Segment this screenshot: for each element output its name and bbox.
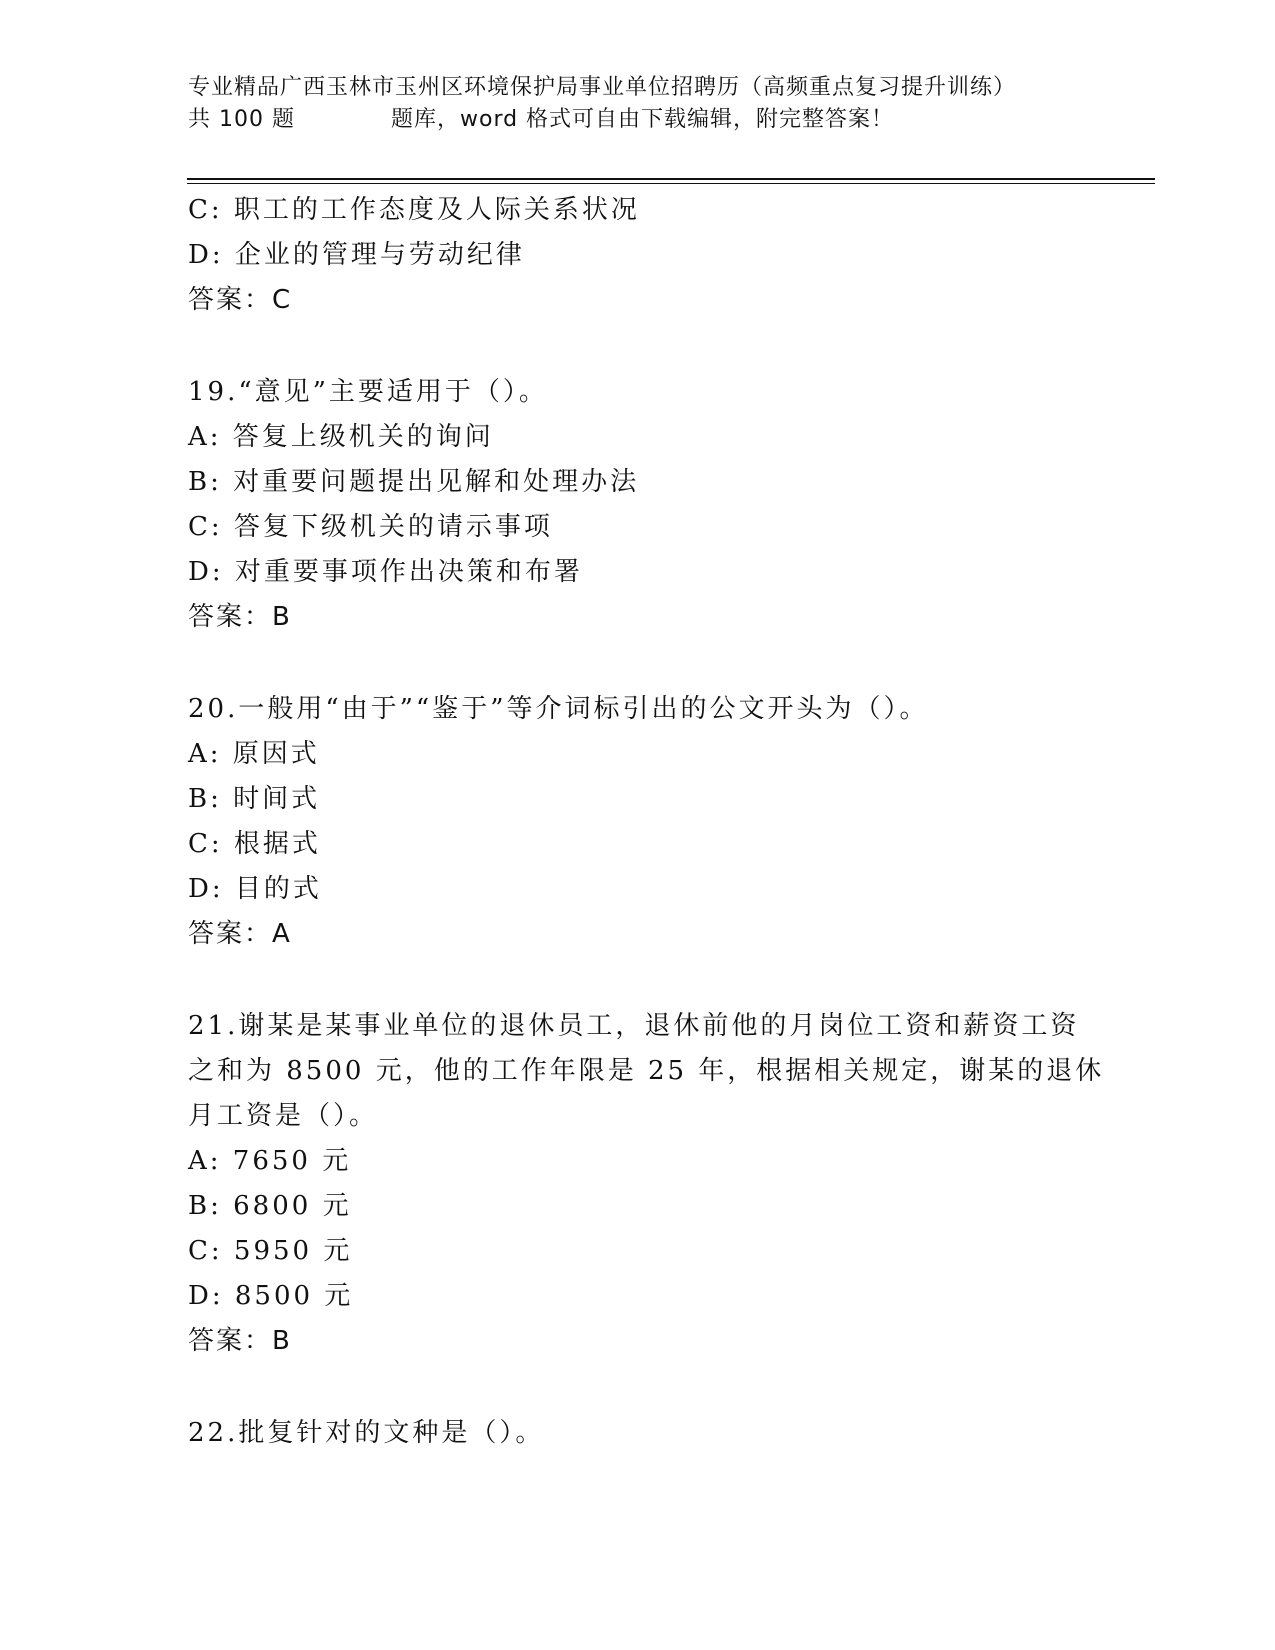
- header-divider-thin: [187, 183, 1155, 184]
- option-d: D: 目的式: [188, 874, 322, 904]
- answer-line: 答案：C: [188, 285, 293, 315]
- question-stem: 20.一般用“由于”“鉴于”等介词标引出的公文开头为（）。: [188, 694, 929, 724]
- question-count: 共 100 题: [188, 107, 295, 132]
- option-c: C: 职工的工作态度及人际关系状况: [188, 195, 640, 225]
- question-stem-line-1: 21.谢某是某事业单位的退休员工，退休前他的月岗位工资和薪资工资: [188, 1011, 1080, 1041]
- question-block-21: [188, 1004, 1105, 1364]
- option-a: A: 答复上级机关的询问: [188, 422, 494, 452]
- document-header: [188, 72, 1088, 136]
- header-title-line: 专业精品广西玉林市玉州区环境保护局事业单位招聘历（高频重点复习提升训练）: [188, 75, 1017, 100]
- question-stem-line-3: 月工资是（）。: [188, 1101, 379, 1131]
- option-b: B: 时间式: [188, 784, 321, 814]
- option-d: D: 8500 元: [188, 1281, 354, 1311]
- header-description: 题库，word 格式可自由下载编辑，附完整答案！: [390, 107, 895, 132]
- option-d: D: 企业的管理与劳动纪律: [188, 240, 525, 270]
- question-list: [188, 188, 1105, 1456]
- answer-line: 答案：B: [188, 602, 292, 632]
- option-c: C: 答复下级机关的请示事项: [188, 512, 553, 542]
- header-divider-thick: [187, 178, 1155, 180]
- option-a: A: 7650 元: [188, 1146, 352, 1176]
- answer-line: 答案：A: [188, 919, 292, 949]
- option-b: B: 对重要问题提出见解和处理办法: [188, 467, 640, 497]
- option-d: D: 对重要事项作出决策和布署: [188, 557, 583, 587]
- answer-line: 答案：B: [188, 1326, 292, 1356]
- question-block-22: [188, 1411, 1088, 1456]
- option-c: C: 5950 元: [188, 1236, 353, 1266]
- question-stem: 22.批复针对的文种是（）。: [188, 1418, 545, 1448]
- question-block-18: [188, 188, 1088, 323]
- option-c: C: 根据式: [188, 829, 321, 859]
- question-stem-line-2: 之和为 8500 元，他的工作年限是 25 年，根据相关规定，谢某的退休: [188, 1056, 1105, 1086]
- question-block-19: [188, 370, 1088, 640]
- question-stem: 19.“意见”主要适用于（）。: [188, 377, 548, 407]
- question-block-20: [188, 687, 1088, 957]
- option-a: A: 原因式: [188, 739, 320, 769]
- option-b: B: 6800 元: [188, 1191, 352, 1221]
- header-subtitle-line: [188, 104, 1088, 136]
